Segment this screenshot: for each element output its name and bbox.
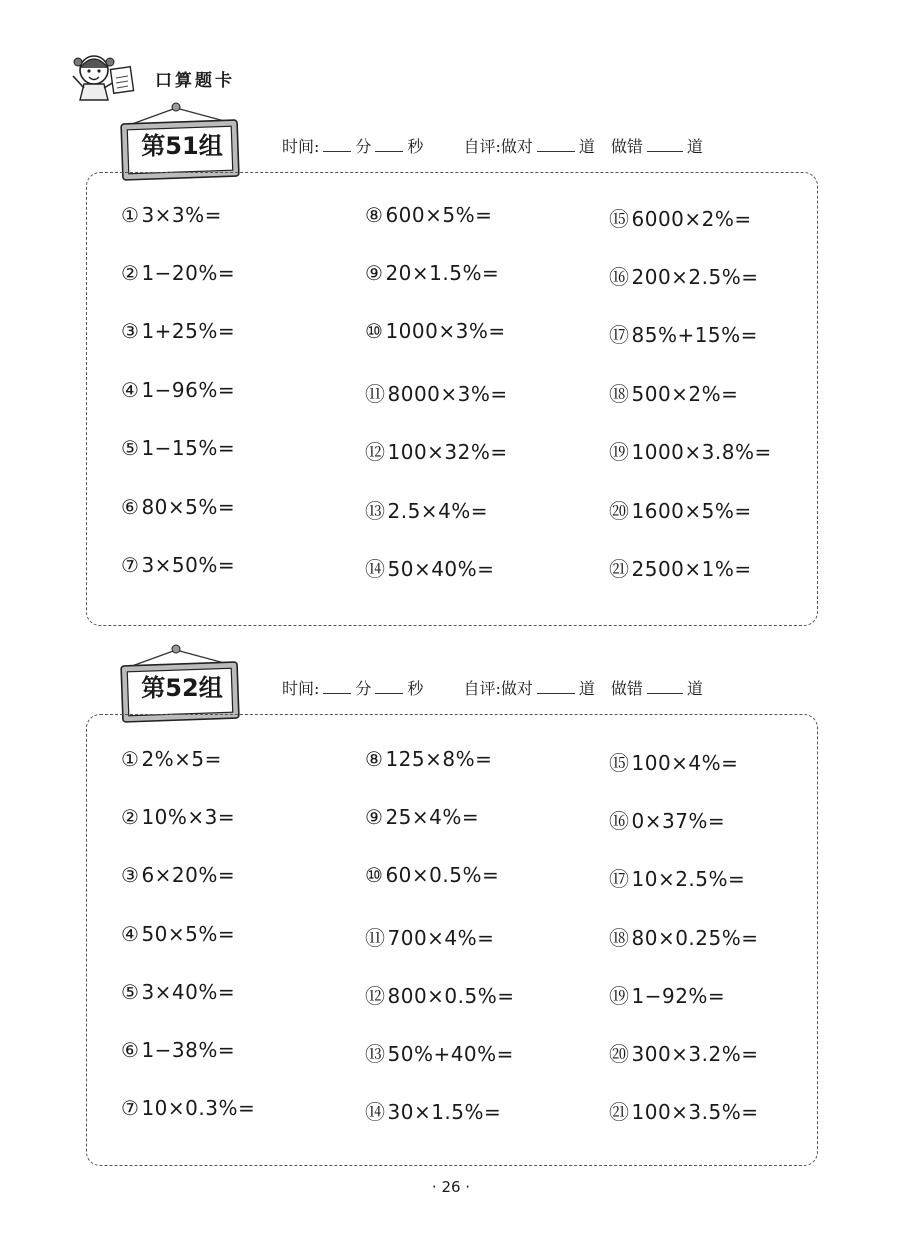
problem-item: ③ 6×20%=	[121, 863, 236, 887]
problem-item: ⑰ 10×2.5%=	[609, 867, 746, 891]
page-number: · 26 ·	[431, 1178, 471, 1196]
problem-item: ② 10%×3=	[121, 805, 236, 829]
problem-item: ⑯ 0×37%=	[609, 809, 726, 833]
problem-item: ⑮ 100×4%=	[609, 751, 739, 775]
problem-item: ① 2%×5=	[121, 747, 222, 771]
time-label: 时间:	[282, 137, 320, 156]
problem-item: ⑰ 85%+15%=	[609, 323, 758, 347]
score-line	[282, 134, 703, 157]
second-label: 秒	[407, 679, 424, 698]
problem-item: ⑫ 800×0.5%=	[365, 984, 515, 1008]
problem-item: ⑲ 1−92%=	[609, 984, 726, 1008]
problem-item: ⑥ 1−38%=	[121, 1038, 236, 1062]
problem-item: ⑮ 6000×2%=	[609, 207, 752, 231]
problem-item: ㉑ 2500×1%=	[609, 557, 752, 581]
problem-item: ② 1−20%=	[121, 261, 236, 285]
seconds-blank[interactable]	[375, 679, 403, 694]
problem-item: ⑯ 200×2.5%=	[609, 265, 759, 289]
problem-item: ⑦ 10×0.3%=	[121, 1096, 256, 1120]
score-line	[282, 676, 703, 699]
problem-item: ⑱ 500×2%=	[609, 382, 739, 406]
dao-label: 道	[578, 679, 595, 698]
problem-item: ⑧ 600×5%=	[365, 203, 493, 227]
group-sign	[118, 100, 244, 182]
dao-label: 道	[578, 137, 595, 156]
problem-item: ⑳ 300×3.2%=	[609, 1042, 759, 1066]
group-sign	[118, 642, 244, 724]
seconds-blank[interactable]	[375, 137, 403, 152]
problem-item: ⑬ 2.5×4%=	[365, 499, 489, 523]
problem-item: ⑩ 60×0.5%=	[365, 863, 500, 887]
minutes-blank[interactable]	[323, 137, 351, 152]
correct-blank[interactable]	[537, 679, 575, 694]
problem-box	[86, 714, 818, 1166]
minute-label: 分	[355, 137, 372, 156]
group-label: 第51组	[141, 132, 223, 160]
problem-item: ⑤ 1−15%=	[121, 436, 236, 460]
self-eval-label: 自评:做对	[463, 679, 533, 698]
problem-item: ③ 1+25%=	[121, 319, 236, 343]
correct-blank[interactable]	[537, 137, 575, 152]
problem-item: ⑳ 1600×5%=	[609, 499, 752, 523]
group-label: 第52组	[141, 674, 223, 702]
wrong-blank[interactable]	[647, 679, 683, 694]
card-title: 口算题卡	[155, 71, 235, 91]
problem-item: ⑬ 50%+40%=	[365, 1042, 514, 1066]
problem-item: ⑧ 125×8%=	[365, 747, 493, 771]
problem-item: ⑫ 100×32%=	[365, 440, 508, 464]
problem-item: ⑦ 3×50%=	[121, 553, 236, 577]
problem-item: ⑲ 1000×3.8%=	[609, 440, 772, 464]
problem-item: ⑭ 50×40%=	[365, 557, 495, 581]
page-header	[70, 48, 370, 108]
second-label: 秒	[407, 137, 424, 156]
problem-item: ④ 1−96%=	[121, 378, 236, 402]
wrong-label: 做错	[610, 679, 643, 698]
wrong-blank[interactable]	[647, 137, 683, 152]
wrong-label: 做错	[610, 137, 643, 156]
girl-mascot-icon	[70, 48, 142, 106]
problem-item: ⑥ 80×5%=	[121, 495, 236, 519]
problem-item: ⑱ 80×0.25%=	[609, 926, 759, 950]
minute-label: 分	[355, 679, 372, 698]
problem-item: ⑨ 20×1.5%=	[365, 261, 500, 285]
problem-box	[86, 172, 818, 626]
self-eval-label: 自评:做对	[463, 137, 533, 156]
problem-item: ⑤ 3×40%=	[121, 980, 236, 1004]
problem-item: ⑨ 25×4%=	[365, 805, 480, 829]
dao-label: 道	[686, 679, 703, 698]
time-label: 时间:	[282, 679, 320, 698]
minutes-blank[interactable]	[323, 679, 351, 694]
dao-label: 道	[686, 137, 703, 156]
problem-item: ⑩ 1000×3%=	[365, 319, 506, 343]
problem-item: ⑭ 30×1.5%=	[365, 1100, 502, 1124]
problem-item: ④ 50×5%=	[121, 922, 236, 946]
problem-item: ⑪ 8000×3%=	[365, 382, 508, 406]
problem-item: ㉑ 100×3.5%=	[609, 1100, 759, 1124]
problem-item: ① 3×3%=	[121, 203, 222, 227]
problem-item: ⑪ 700×4%=	[365, 926, 495, 950]
